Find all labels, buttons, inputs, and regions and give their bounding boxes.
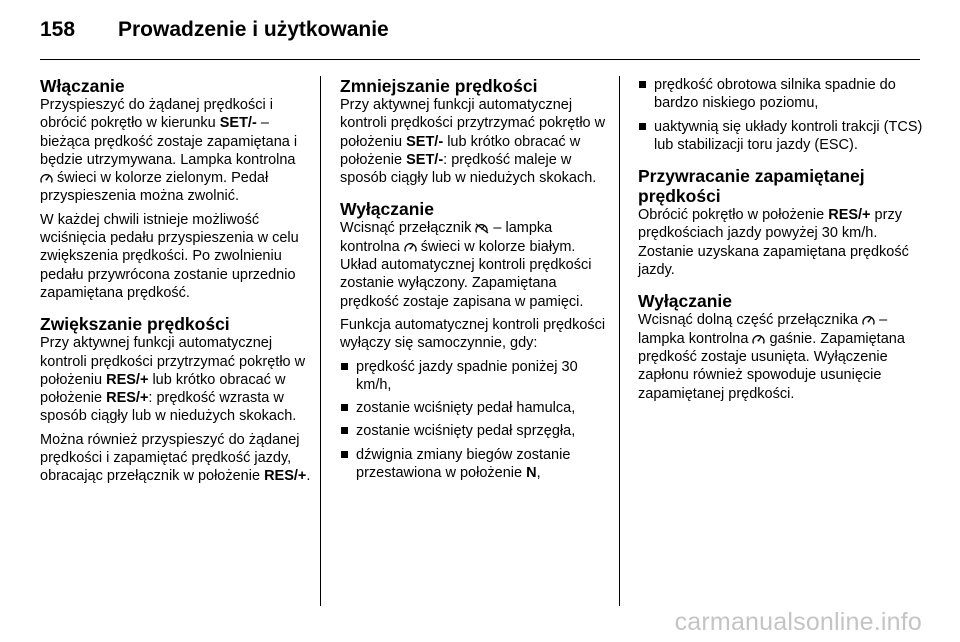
text: , [536, 465, 541, 482]
paragraph [40, 96, 312, 206]
text: lub krótko obracać w położenie [40, 371, 286, 407]
text: Przy aktywnej funkcji automatycznej kontroli prędkości przytrzymać pokrętło w położeniu [340, 97, 606, 150]
text: : prędkość maleje w sposób ciągły lub w niedużych skokach. [340, 151, 597, 187]
paragraph [638, 311, 928, 402]
bold-term: N [526, 465, 537, 482]
bold-term: RES/+ [828, 207, 871, 224]
section-heading-wlaczanie: Włączanie [40, 76, 125, 96]
bold-term: RES/+ [106, 390, 149, 407]
paragraph [40, 334, 312, 425]
bold-term: SET/- [219, 115, 257, 132]
text: świeci w kolorze białym. Układ automatycznej kontroli prędkości zostanie wyłączony. Zapamiętana prędkość zostaje zapisana w pamięci. [340, 238, 592, 310]
text: dźwignia zmiany biegów zostanie przestawiona w położenie [356, 446, 571, 482]
paragraph [340, 219, 612, 310]
column-divider [619, 76, 620, 606]
section-heading-zmniejszanie: Zmniejszanie prędkości [340, 76, 538, 96]
list-item [340, 446, 612, 483]
text: Przyspieszyć do żądanej prędkości i obrócić pokrętło w kierunku [40, 97, 273, 132]
column-divider [320, 76, 321, 606]
bold-term: RES/+ [264, 468, 307, 485]
text: Wcisnąć dolną część przełącznika [638, 312, 863, 329]
section-heading-przywracanie: Przywracanie zapamiętanej prędkości [638, 166, 865, 207]
chapter-title: Prowadzenie i użytkowanie [118, 18, 389, 41]
text: – lampka kontrolna [638, 312, 888, 347]
paragraph [638, 206, 928, 279]
text: gaśnie. Zapamiętana prędkość zostaje usunięta. Wyłączenie zapłonu również spowoduje usunięcie zapamiętanej prędkości. [638, 330, 905, 402]
text: świeci w kolorze zielonym. Pedał przyspieszenia można zwolnić. [40, 170, 269, 205]
list-item: prędkość jazdy spadnie poniżej 30 km/h, [340, 358, 612, 395]
paragraph: W każdej chwili istnieje możliwość wciśnięcia pedału przyspieszenia w celu zwiększenia prędkości. Po zwolnieniu pedału przywrócona zostanie uprzednio zapamiętana prędkość. [40, 211, 299, 301]
text: lub krótko obracać w położenie [340, 133, 581, 168]
page-header [40, 16, 920, 60]
list-item: uaktywnią się układy kontroli trakcji (TCS) lub stabilizacji toru jazdy (ESC). [638, 118, 928, 155]
watermark: carmanualsonline.info [674, 608, 922, 636]
page-number: 158 [40, 18, 76, 41]
column-1 [40, 76, 312, 491]
section-heading-wylaczanie: Wyłączanie [340, 199, 435, 220]
text: Wcisnąć przełącznik [340, 220, 476, 237]
list-item: prędkość obrotowa silnika spadnie do bardzo niskiego poziomu, [638, 76, 928, 113]
bold-term: RES/+ [106, 371, 149, 388]
cruise-control-lamp-icon [862, 315, 875, 326]
text: Można również przyspieszyć do żądanej prędkości i zapamiętać prędkość jazdy, obracając przełącznik w położenie [40, 431, 300, 485]
cruise-control-lamp-icon [752, 334, 765, 345]
bullet-list [340, 358, 612, 483]
paragraph [40, 431, 312, 486]
text: : prędkość wzrasta w sposób ciągły lub w niedużych skokach. [40, 390, 297, 425]
bullet-list [638, 76, 928, 154]
section-heading-wylaczanie-2: Wyłączanie [638, 291, 733, 312]
list-item: zostanie wciśnięty pedał sprzęgła, [340, 422, 612, 440]
bold-term: SET/- [406, 151, 444, 168]
cruise-control-switch-icon [475, 223, 489, 234]
text: Obrócić pokrętło w położenie [638, 207, 829, 224]
text: . [306, 468, 311, 485]
text: przy prędkościach jazdy powyżej 30 km/h. Zostanie uzyskana zapamiętana prędkość jazdy. [638, 207, 909, 279]
cruise-control-lamp-icon [404, 242, 417, 253]
text: Przy aktywnej funkcji automatycznej kontroli prędkości przytrzymać pokrętło w położeniu [40, 335, 306, 388]
list-item: zostanie wciśnięty pedał hamulca, [340, 399, 612, 417]
text: – bieżąca prędkość zostaje zapamiętana i będzie utrzymywana. Lampka kontrolna [40, 115, 298, 168]
cruise-control-lamp-icon [40, 173, 53, 184]
text: – lampka kontrolna [340, 220, 553, 255]
paragraph [340, 96, 612, 187]
bold-term: SET/- [406, 133, 444, 150]
section-heading-zwiekszanie: Zwiększanie prędkości [40, 314, 230, 335]
paragraph: Funkcja automatycznej kontroli prędkości wyłączy się samoczynnie, gdy: [340, 316, 606, 352]
column-3 [638, 76, 928, 408]
column-2 [340, 76, 612, 487]
